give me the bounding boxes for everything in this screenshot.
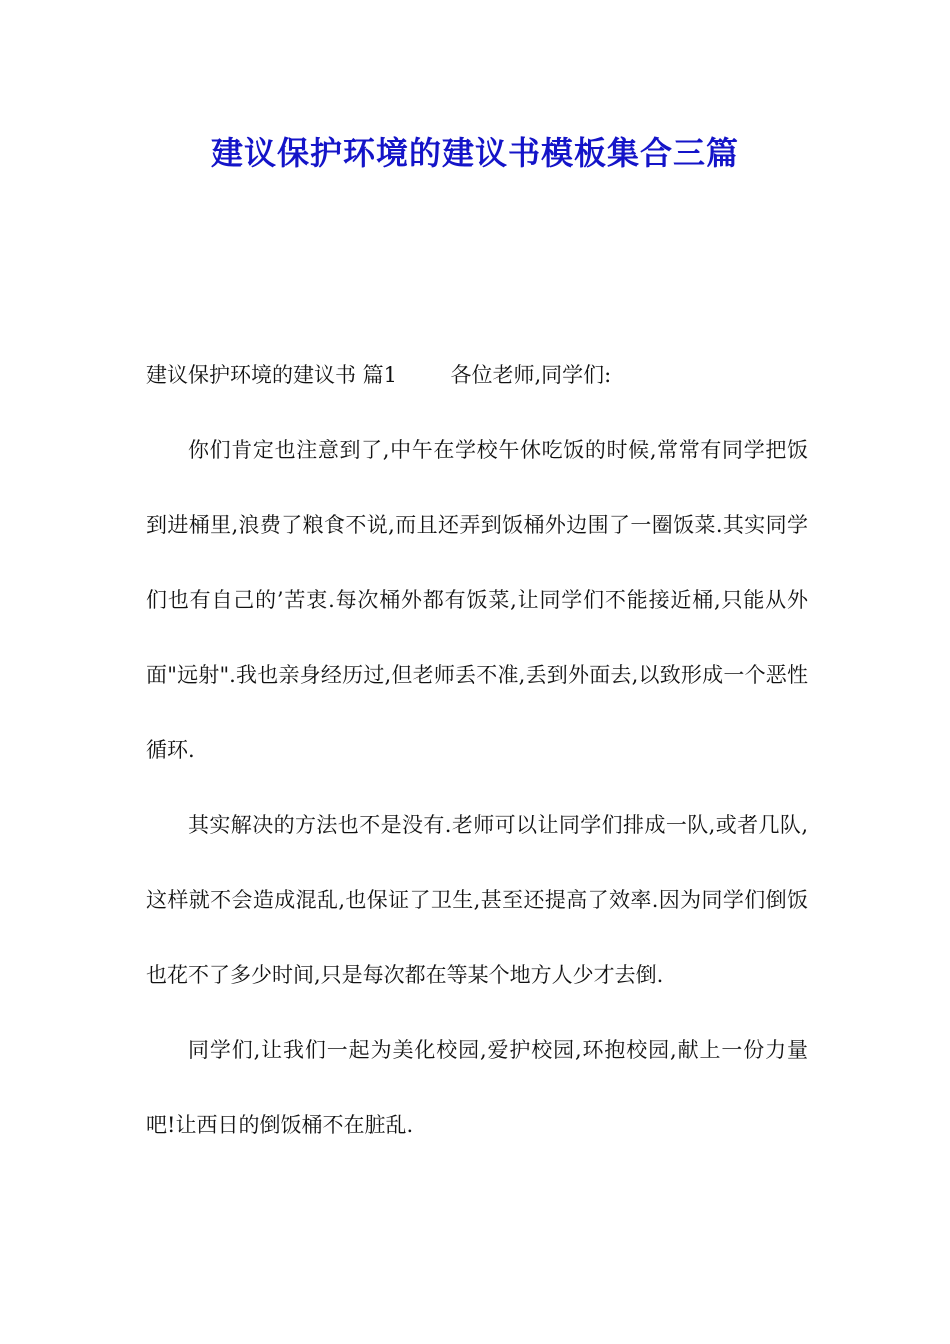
paragraph-1: 你们肯定也注意到了,中午在学校午休吃饭的时候,常常有同学把饭到进桶里,浪费了粮食不说,而且还弄到饭桶外边围了一圈饭菜.其实同学们也有自己的’苦衷.每次桶外都有饭菜,让同学们不能接近桶,只能从外面"远射".我也亲身经历过,但老师丢不准,丢到外面去,以致形成一个恶性循环. xyxy=(146,438,808,762)
paragraph-2: 其实解决的方法也不是没有.老师可以让同学们排成一队,或者几队,这样就不会造成混乱,也保证了卫生,甚至还提高了效率.因为同学们倒饭也花不了多少时间,只是每次都在等某个地方人少才去倒. xyxy=(146,813,808,987)
section-heading: 建议保护环境的建议书 篇1 xyxy=(146,363,398,387)
greeting: 各位老师,同学们: xyxy=(450,363,612,387)
document-title: 建议保护环境的建议书模板集合三篇 xyxy=(210,134,739,172)
section-heading-line xyxy=(146,338,808,413)
paragraph-3: 同学们,让我们一起为美化校园,爱护校园,环抱校园,献上一份力量吧!让西日的倒饭桶不在脏乱. xyxy=(146,1038,808,1137)
document-body xyxy=(146,338,808,1163)
